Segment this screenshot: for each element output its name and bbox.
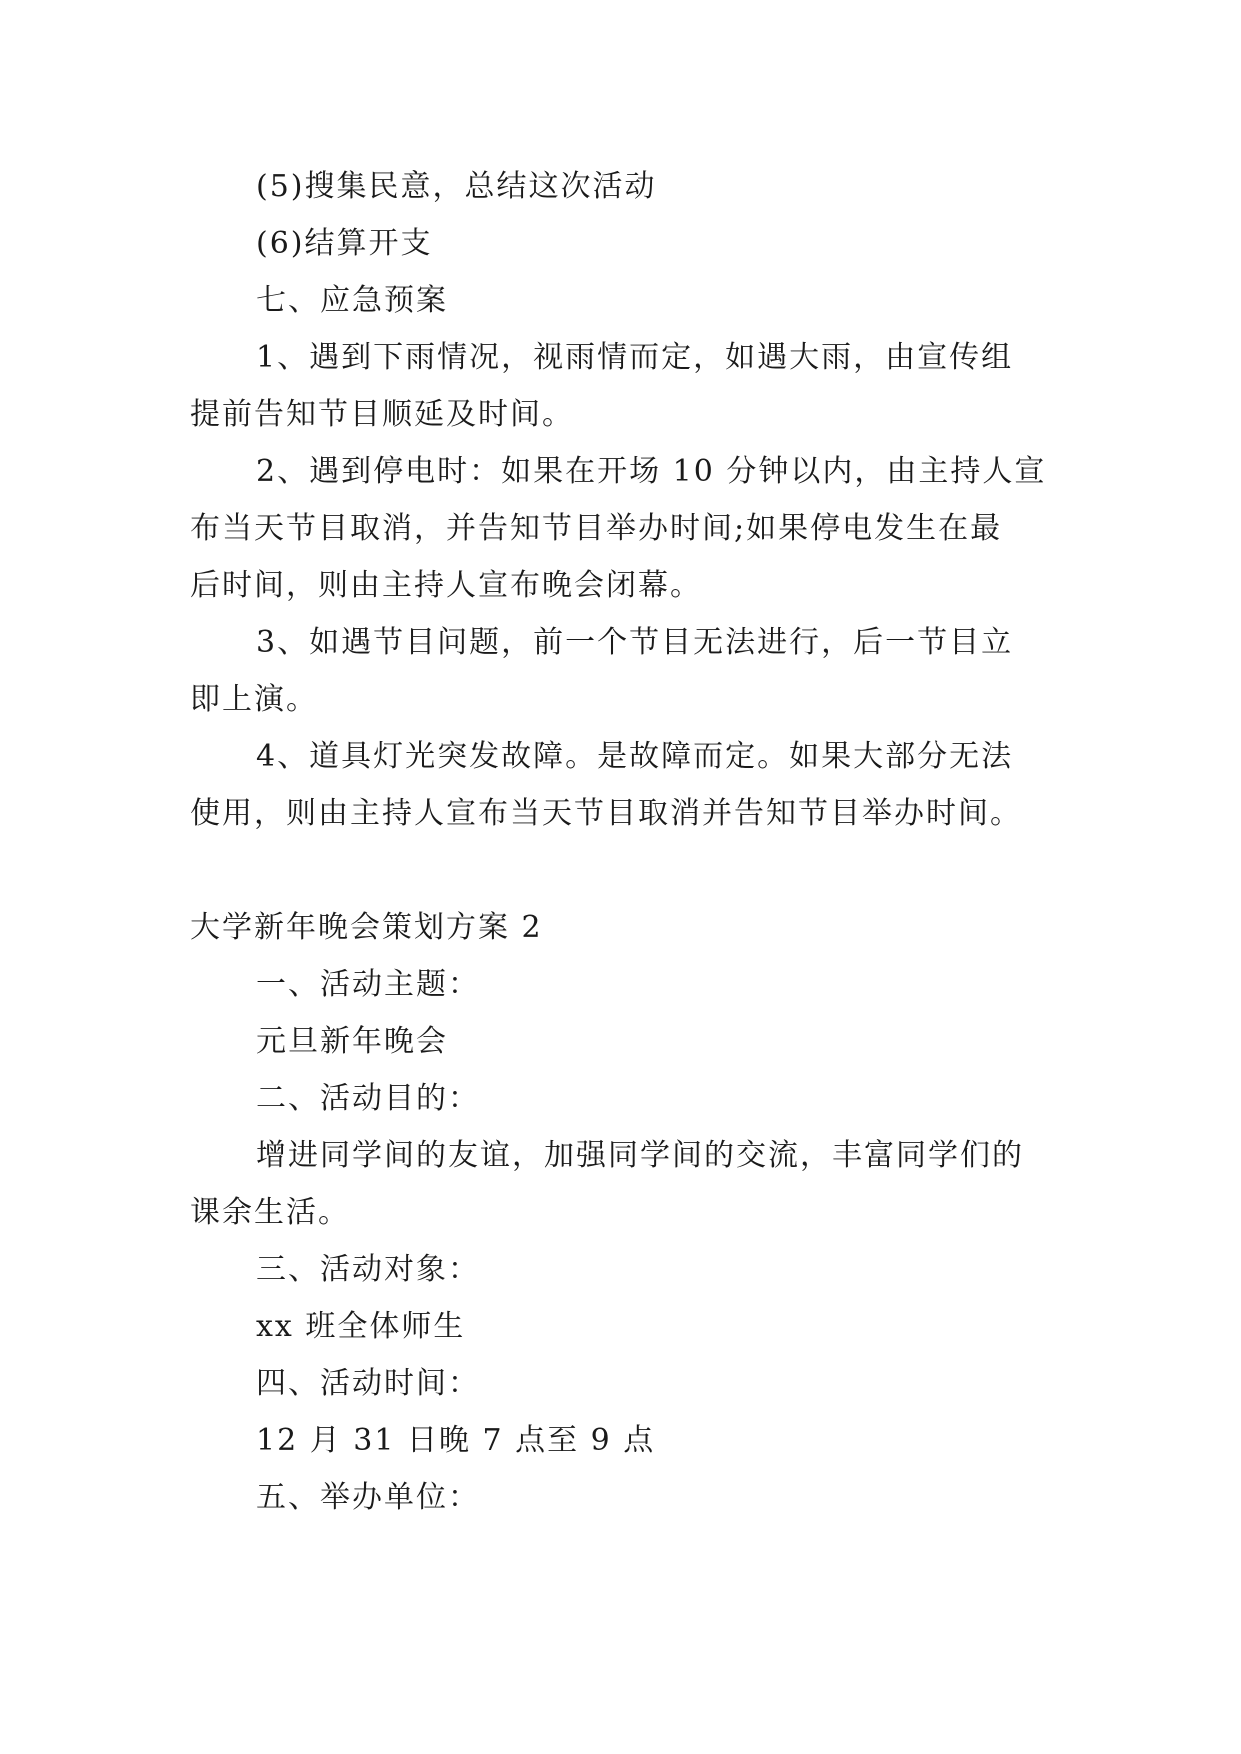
activity-audience-text: xx 班全体师生 [256, 1309, 466, 1344]
emergency-2-line-2: 布当天节目取消，并告知节目举办时间;如果停电发生在最 [190, 511, 1003, 546]
emergency-3-line-1: 3、如遇节目问题，前一个节目无法进行，后一节目立 [256, 625, 1014, 660]
heading-organizer: 五、举办单位： [256, 1480, 480, 1515]
heading-emergency-plan: 七、应急预案 [256, 283, 448, 318]
activity-purpose-line-1: 增进同学间的友谊，加强同学间的交流，丰富同学们的 [256, 1138, 1024, 1173]
emergency-3-line-2: 即上演。 [190, 682, 318, 717]
heading-activity-audience: 三、活动对象： [256, 1252, 480, 1287]
activity-purpose-line-2: 课余生活。 [190, 1195, 350, 1230]
emergency-4-line-1: 4、道具灯光突发故障。是故障而定。如果大部分无法 [256, 739, 1014, 774]
emergency-1-line-1: 1、遇到下雨情况，视雨情而定，如遇大雨，由宣传组 [256, 340, 1014, 375]
emergency-2-line-3: 后时间，则由主持人宣布晚会闭幕。 [190, 568, 702, 603]
section-title: 大学新年晚会策划方案 2 [190, 910, 543, 945]
activity-theme-text: 元旦新年晚会 [256, 1024, 448, 1059]
activity-time-text: 12 月 31 日晚 7 点至 9 点 [256, 1423, 656, 1458]
emergency-1-line-2: 提前告知节目顺延及时间。 [190, 397, 574, 432]
list-item-6: (6)结算开支 [256, 226, 433, 261]
heading-activity-theme: 一、活动主题： [256, 967, 480, 1002]
list-item-5: (5)搜集民意，总结这次活动 [256, 169, 657, 204]
emergency-2-line-1: 2、遇到停电时：如果在开场 10 分钟以内，由主持人宣 [256, 454, 1047, 489]
emergency-4-line-2: 使用，则由主持人宣布当天节目取消并告知节目举办时间。 [190, 796, 1022, 831]
heading-activity-time: 四、活动时间： [256, 1366, 480, 1401]
heading-activity-purpose: 二、活动目的： [256, 1081, 480, 1116]
